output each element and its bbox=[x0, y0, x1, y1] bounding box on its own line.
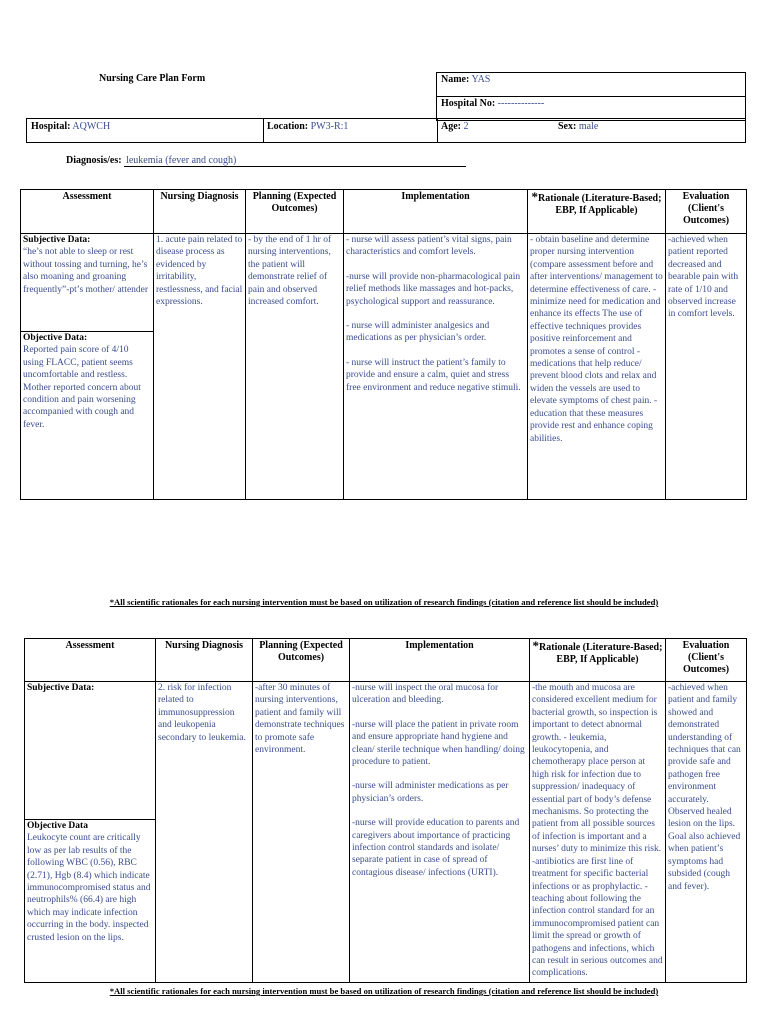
col-implementation: Implementation bbox=[344, 190, 528, 234]
impl-2-item: -nurse will place the patient in private room and ensure appropriate hand hygiene and clean/ sterile technique when handling/ doing procedure to patient. bbox=[352, 719, 525, 768]
objective-cell-2 bbox=[25, 820, 156, 983]
col-evaluation: Evaluation (Client's Outcomes) bbox=[666, 639, 747, 682]
footnote-1: *All scientific rationales for each nursing intervention must be based on utilization of research findings (citation and reference list should be included) bbox=[109, 597, 659, 607]
col-evaluation: Evaluation (Client's Outcomes) bbox=[666, 190, 747, 234]
planning-1: - by the end of 1 hr of nursing interventions, the patient will demonstrate relief of pain and observed increased comfort. bbox=[246, 234, 344, 500]
col-planning: Planning (Expected Outcomes) bbox=[253, 639, 350, 682]
rationale-2: -the mouth and mucosa are considered excellent medium for bacterial growth, so inspection is important to detect abnormal growth. - leukemia, leukocytopenia, and chemotherapy place person at high risk for infection due to suppression/ inadequacy of essential part of body’s defense mechanisms. So protecting the patient from all possible sources of infection is important and a nurses’ duty to minimize this risk. -antibiotics are first line of treatment for specific bacterial infections or as prophylactic. -teaching about following the infection control standard for an immunocompromised patient can limit the spread or growth of pathogens and infections, which can result in serious outcomes and complications. bbox=[530, 682, 666, 983]
col-rationale: *Rationale (Literature-Based; EBP, If Applicable) bbox=[530, 639, 666, 682]
form-title: Nursing Care Plan Form bbox=[99, 73, 206, 84]
name-value: YAS bbox=[471, 74, 491, 85]
subjective-cell-1 bbox=[21, 234, 154, 332]
impl-1-item: -nurse will provide non-pharmacological pain relief methods like massages and hot-packs, psychological support and reassurance. bbox=[346, 271, 521, 307]
hospital-value: AQWCH bbox=[72, 121, 111, 132]
col-nursing-diagnosis: Nursing Diagnosis bbox=[154, 190, 246, 234]
col-assessment: Assessment bbox=[25, 639, 156, 682]
implementation-2 bbox=[350, 682, 530, 983]
sex-field: Sex: male bbox=[558, 121, 599, 132]
patient-id-box bbox=[436, 72, 746, 121]
objective-cell-1 bbox=[21, 332, 154, 500]
objective-text: Reported pain score of 4/10 using FLACC, patient seems uncomfortable and restless. Mother reported concern about condition and pain worsening accompanied with cough and fever. bbox=[23, 345, 141, 430]
hospital-no-value: -------------- bbox=[497, 98, 545, 109]
impl-2-item: -nurse will administer medications as per physician’s orders. bbox=[352, 781, 509, 804]
diagnosis-value: leukemia (fever and cough) bbox=[124, 155, 466, 167]
col-rationale: *Rationale (Literature-Based; EBP, If Applicable) bbox=[528, 190, 666, 234]
location-field: Location: PW3-R:1 bbox=[267, 121, 349, 132]
nursing-diagnosis-2: 2. risk for infection related to immunosuppression and leukopenia secondary to leukemia. bbox=[156, 682, 253, 983]
age-value: 2 bbox=[463, 121, 469, 132]
col-implementation: Implementation bbox=[350, 639, 530, 682]
evaluation-2: -achieved when patient and family showed and demonstrated understanding of techniques that can provide safe and pathogen free environment accurately. Observed healed lesion on the lips. Goal also achieved when patient’s symptoms had subsided (cough and fever). bbox=[666, 682, 747, 983]
col-nursing-diagnosis: Nursing Diagnosis bbox=[156, 639, 253, 682]
objective-text: Leukocyte count are critically low as per lab results of the following WBC (0.56), RBC (2.71), Hgb (8.4) which indicate immunocompromised status and neutrophils% (66.4) are high which may indicate infection occurring in the body. inspected crusted lesion on the lips. bbox=[27, 833, 151, 943]
objective-label: Objective Data bbox=[27, 821, 88, 831]
implementation-1 bbox=[344, 234, 528, 500]
subjective-text: “he’s not able to sleep or rest without tossing and turning, he’s also moaning and groaning frequently”-pt’s mother/ attender bbox=[23, 247, 149, 295]
location-value: PW3-R:1 bbox=[310, 121, 349, 132]
col-assessment: Assessment bbox=[21, 190, 154, 234]
subjective-label: Subjective Data: bbox=[27, 683, 95, 693]
subjective-cell-2 bbox=[25, 682, 156, 820]
rationale-1: - obtain baseline and determine proper nursing intervention (compare assessment before and after interventions/ management to determine effectiveness of care. -minimize need for medication and enhance its effects The use of effective techniques provides positive reinforcement and promotes a sense of control - medications that help reduce/ prevent blood clots and relax and widen the vessels are used to elevate symptoms of chest pain. - education that these measures provide rest and enhance coping abilities. bbox=[528, 234, 666, 500]
impl-2-item: -nurse will inspect the oral mucosa for ulceration and bleeding. bbox=[352, 683, 499, 706]
age-field: Age: 2 bbox=[441, 121, 469, 132]
care-plan-table-2 bbox=[24, 638, 747, 983]
nursing-diagnosis-1: 1. acute pain related to disease process as evidenced by irritability, restlessness, and facial expressions. bbox=[154, 234, 246, 500]
planning-2: -after 30 minutes of nursing interventions, patient and family will demonstrate techniques to promote safe environment. bbox=[253, 682, 350, 983]
impl-2-item: -nurse will provide education to parents and caregivers about importance of practicing infection control standards and isolate/ separate patient in case of spread of contagious disease/ infections (URTI). bbox=[352, 818, 520, 878]
diagnosis-field: Diagnosis/es: leukemia (fever and cough) bbox=[66, 155, 476, 167]
hospital-field: Hospital: AQWCH bbox=[31, 121, 111, 132]
evaluation-1: -achieved when patient reported decreased and bearable pain with rate of 1/10 and observed increase in comfort levels. bbox=[666, 234, 747, 500]
col-planning: Planning (Expected Outcomes) bbox=[246, 190, 344, 234]
name-field: Name: YAS bbox=[441, 74, 491, 85]
hospital-no-field: Hospital No: -------------- bbox=[441, 98, 545, 109]
impl-1-item: - nurse will instruct the patient’s family to provide and ensure a calm, quiet and stress free environment and reduce negative stimuli. bbox=[346, 357, 521, 393]
impl-1-item: - nurse will administer analgesics and medications as per physician’s order. bbox=[346, 321, 490, 344]
care-plan-table-1 bbox=[20, 189, 747, 500]
objective-label: Objective Data: bbox=[23, 333, 88, 343]
impl-1-item: - nurse will assess patient’s vital signs, pain characteristics and comfort levels. bbox=[346, 235, 512, 258]
footnote-2: *All scientific rationales for each nursing intervention must be based on utilization of research findings (citation and reference list should be included) bbox=[109, 986, 659, 996]
subjective-label: Subjective Data: bbox=[23, 235, 91, 245]
sex-value: male bbox=[578, 121, 599, 132]
patient-info-row bbox=[26, 118, 746, 143]
